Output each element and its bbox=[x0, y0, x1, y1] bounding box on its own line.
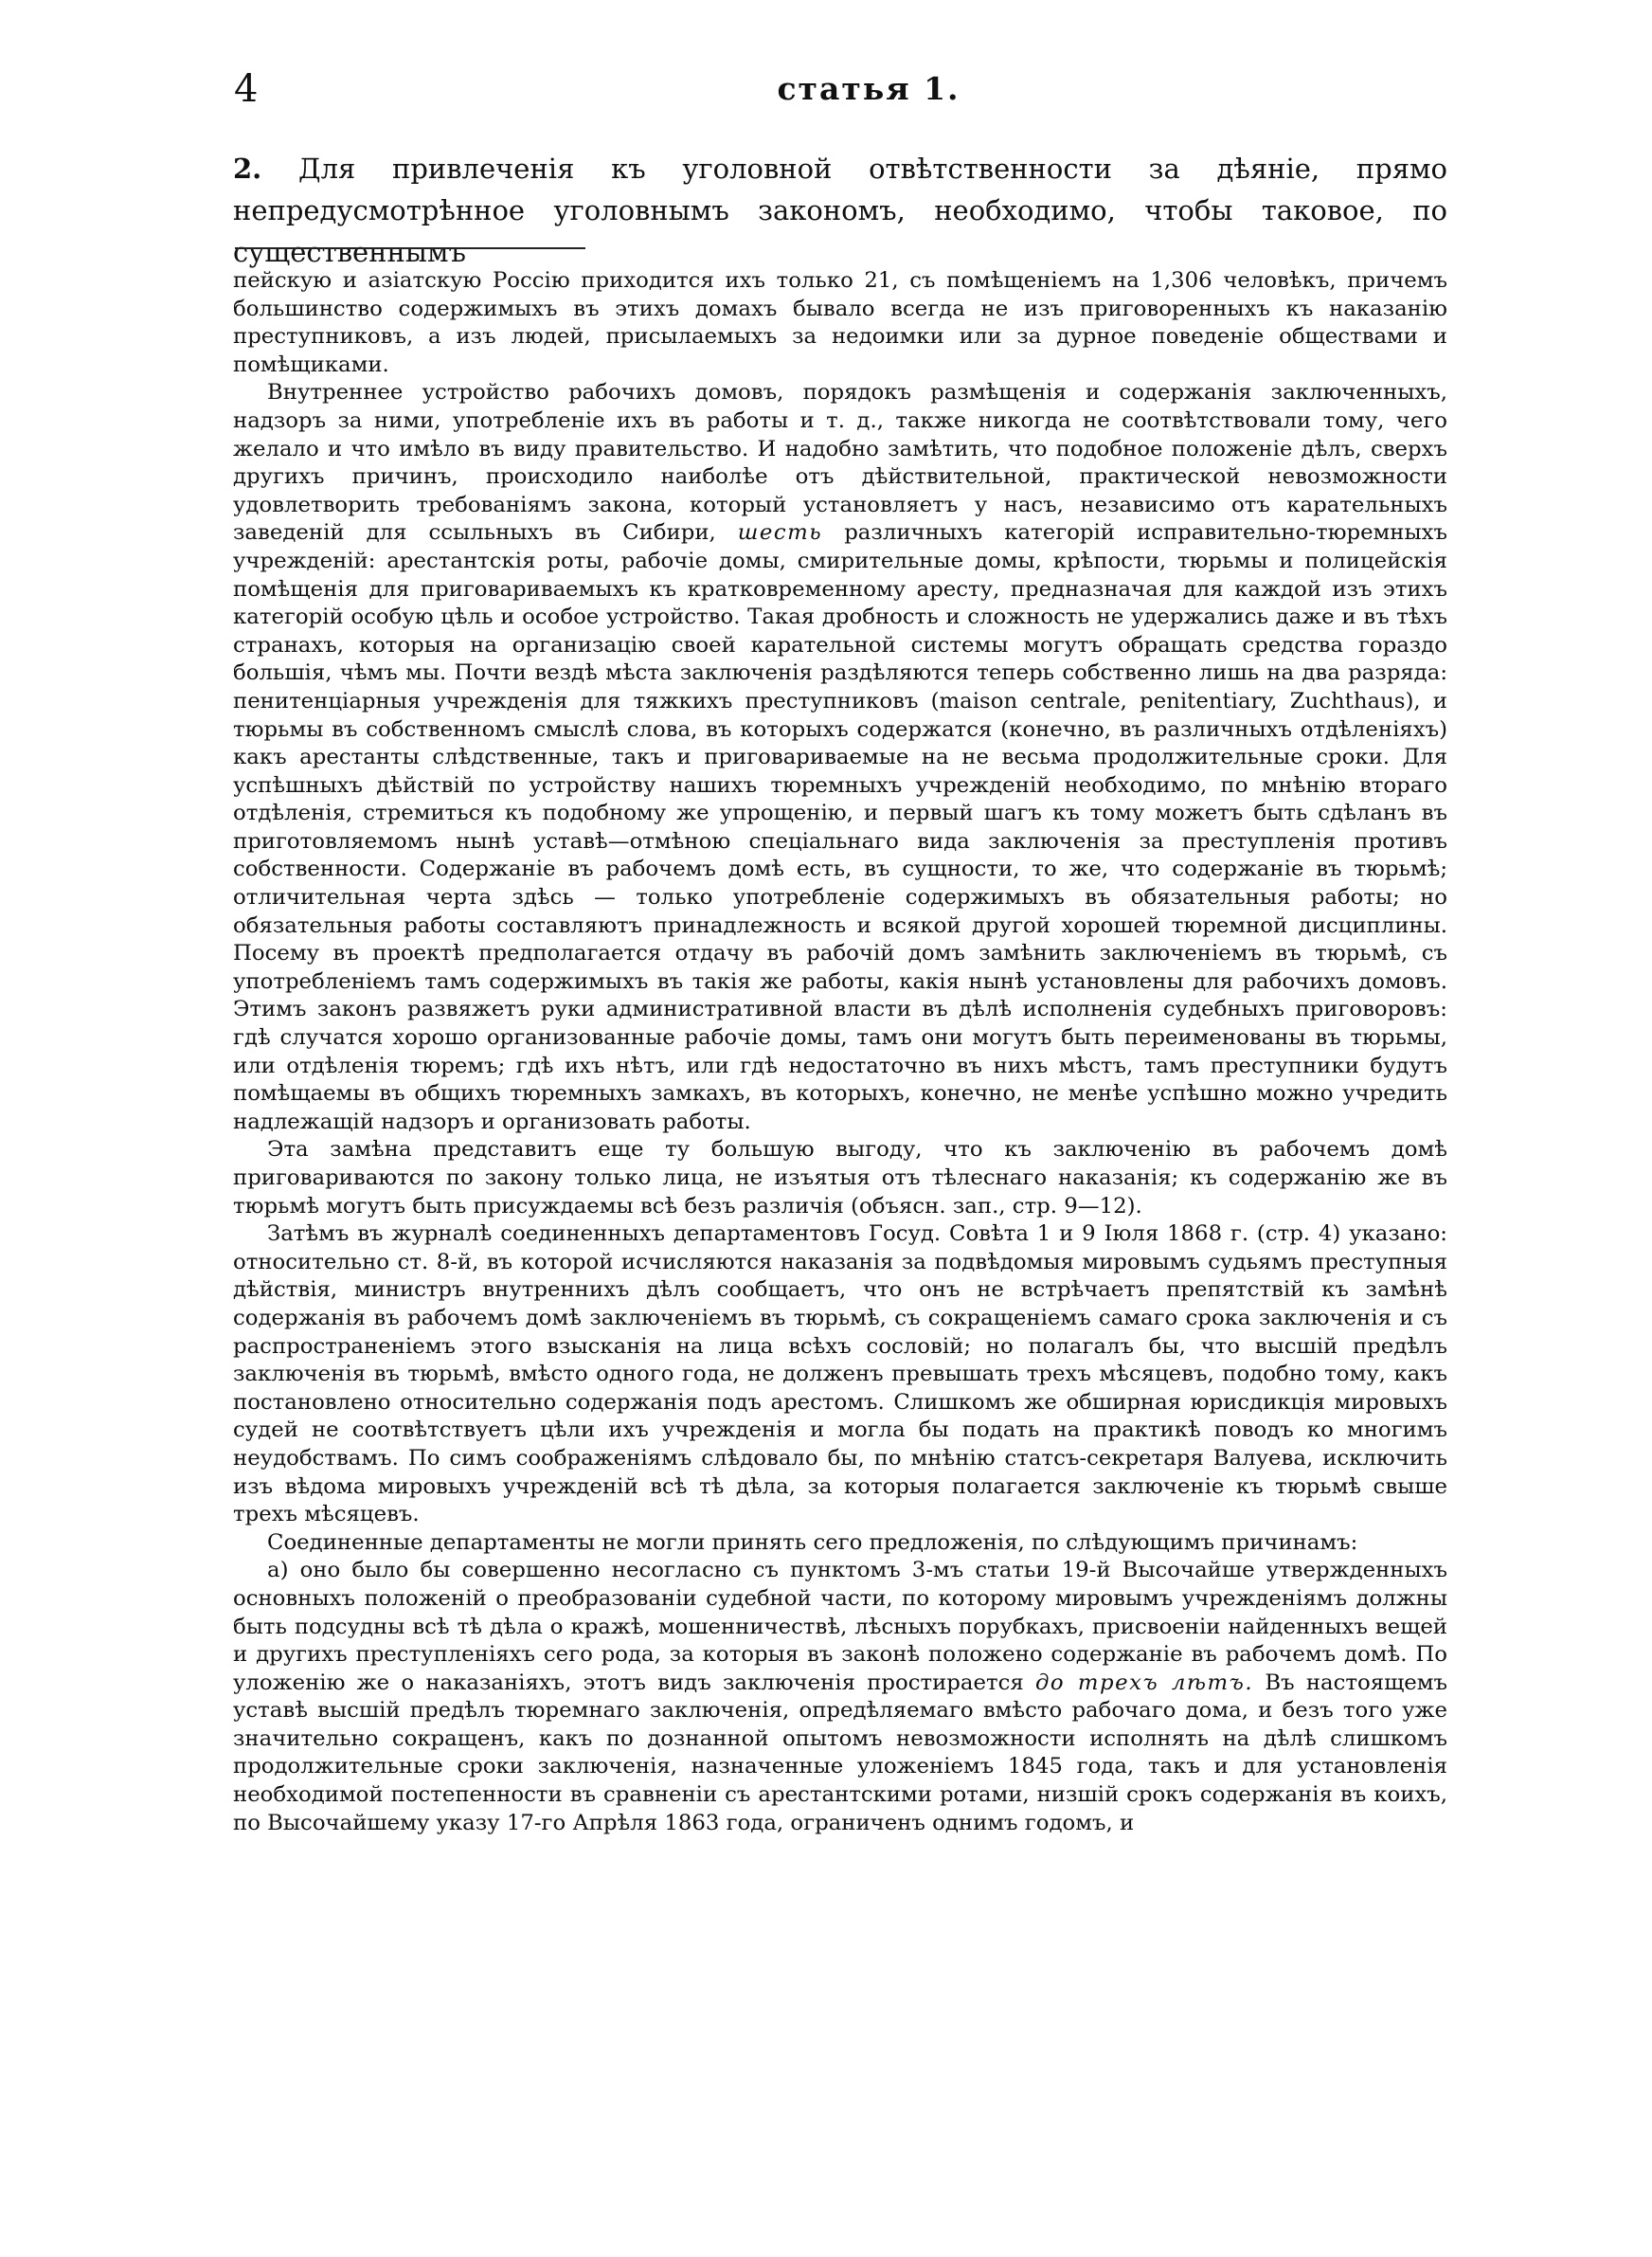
emphasis: шесть bbox=[737, 520, 823, 546]
footnote-paragraph: пейскую и азіатскую Россію приходится ихъ только 21, съ помѣщеніемъ на 1,306 человѣкъ, причемъ большинство содержимыхъ въ этихъ домахъ бывало всегда не изъ приговоренныхъ къ наказанію преступниковъ, а изъ людей, присылаемыхъ за недоимки или за дурное поведеніе обществами и помѣщиками. bbox=[233, 268, 1447, 377]
paragraph-number: 2. bbox=[233, 153, 262, 185]
footnote-list-item bbox=[233, 1557, 1447, 1837]
running-title: статья 1. bbox=[777, 70, 961, 107]
footnote-paragraph bbox=[233, 379, 1447, 1136]
footnote-text: различныхъ категорій исправительно-тюремныхъ учрежденій: арестантскія роты, рабочіе домы, смирительные домы, крѣпости, тюрьмы и полицейскія помѣщенія для приговариваемыхъ къ кратковременному аресту, предназначая для каждой изъ этихъ категорій особую цѣль и особое устройство. Такая дробность и сложность не удержались даже и въ тѣхъ странахъ, которыя на организацію своей карательной системы могутъ обращать средства гораздо большія, чѣмъ мы. Почти вездѣ мѣста заключенія раздѣляются теперь собственно лишь на два разряда: пенитенціарныя учрежденія для тяжкихъ преступниковъ (maison centrale, penitentiary, Zuchthaus), и тюрьмы въ собственномъ смыслѣ слова, въ которыхъ содержатся (конечно, въ различныхъ отдѣленіяхъ) какъ арестанты слѣдственные, такъ и приговариваемые на не весьма продолжительные сроки. Для успѣшныхъ дѣйствій по устройству нашихъ тюремныхъ учрежденій необходимо, по мнѣнію втораго отдѣленія, стремиться къ подобному же упрощенію, и первый шагъ къ тому можетъ быть сдѣланъ въ приготовляемомъ нынѣ уставѣ—отмѣною спеціальнаго вида заключенія за преступленія противъ собственности. Содержаніе въ рабочемъ домѣ есть, въ сущности, то же, что содержаніе въ тюрьмѣ; отличительная черта здѣсь — только употребленіе содержимыхъ въ обязательныя работы; но обязательныя работы составляютъ принадлежность и всякой другой хорошей тюремной дисциплины. Посему въ проектѣ предполагается отдачу въ рабочій домъ замѣнить заключеніемъ въ тюрьмѣ, съ употребленіемъ тамъ содержимыхъ въ такія же работы, какія нынѣ установлены для рабочихъ домовъ. Этимъ законъ развяжетъ руки административной власти въ дѣлѣ исполненія судебныхъ приговоровъ: гдѣ случатся хорошо организованные рабочіе домы, тамъ они могутъ быть переименованы въ тюрьмы, или отдѣленія тюремъ; гдѣ ихъ нѣтъ, или гдѣ недостаточно въ нихъ мѣстъ, тамъ преступники будутъ помѣщаемы въ общихъ тюремныхъ замкахъ, въ которыхъ, конечно, не менѣе успѣшно можно учредить надлежащій надзоръ и организовать работы. bbox=[233, 520, 1447, 1134]
page-number: 4 bbox=[234, 67, 259, 111]
footnote-text: а) оно было бы совершенно несогласно съ пунктомъ 3-мъ статьи 19-й Высочайше утвержденныхъ основныхъ положеній о преобразованіи судебной части, по которому мировымъ учрежденіямъ должны быть подсудны всѣ тѣ дѣла о кражѣ, мошенничествѣ, лѣсныхъ порубкахъ, присвоеніи найденныхъ вещей и другихъ преступленіяхъ сего рода, за которыя въ законѣ положено содержаніе въ рабочемъ домѣ. По уложенію же о наказаніяхъ, этотъ видъ заключенія простирается bbox=[233, 1558, 1447, 1695]
footnote-text: Въ настоящемъ уставѣ высшій предѣлъ тюремнаго заключенія, опредѣляемаго вмѣсто рабочаго дома, и безъ того уже значительно сокращенъ, какъ по дознанной опытомъ невозможности исполнять на дѣлѣ слишкомъ продолжительные сроки заключенія, назначенные уложеніемъ 1845 года, такъ и для установленія необходимой постепенности въ сравненіи съ арестантскими ротами, низшій срокъ содержанія въ коихъ, по Высочайшему указу 17-го Апрѣля 1863 года, ограниченъ однимъ годомъ, и bbox=[233, 1670, 1448, 1835]
footnote-paragraph: Соединенные департаменты не могли принять сего предложенія, по слѣдующимъ причинамъ: bbox=[267, 1529, 1358, 1555]
footnote-paragraph: Затѣмъ въ журналѣ соединенныхъ департаментовъ Госуд. Совѣта 1 и 9 Іюля 1868 г. (стр. 4) указано: относительно ст. 8-й, въ которой исчисляются наказанія за подвѣдомыя мировымъ судьямъ преступныя дѣйствія, министръ внутреннихъ дѣлъ сообщаетъ, что онъ не встрѣчаетъ препятствій къ замѣнѣ содержанія въ рабочемъ домѣ заключеніемъ въ тюрьмѣ, съ сокращеніемъ самаго срока заключенія и съ распространеніемъ этого взысканія на лица всѣхъ сословій; но полагалъ бы, что высшій предѣлъ заключенія въ тюрьмѣ, вмѣсто одного года, не долженъ превышать трехъ мѣсяцевъ, подобно тому, какъ постановлено относительно содержанія подъ арестомъ. Слишкомъ же обширная юрисдикція мировыхъ судей не соотвѣтствуетъ цѣли ихъ учрежденія и могла бы подать на практикѣ поводъ ко многимъ неудобствамъ. По симъ соображеніямъ слѣдовало бы, по мнѣнію статсъ-секретаря Валуева, исключить изъ вѣдома мировыхъ учрежденій всѣ тѣ дѣла, за которыя полагается заключеніе къ тюрьмѣ свыше трехъ мѣсяцевъ. bbox=[233, 1221, 1447, 1527]
emphasis: до трехъ лѣтъ. bbox=[1034, 1670, 1254, 1695]
footnote-paragraph: Эта замѣна представитъ еще ту большую выгоду, что къ заключенію въ рабочемъ домѣ приговариваются по закону только лица, не изъятыя отъ тѣлеснаго наказанія; къ содержанію же въ тюрьмѣ могутъ быть присуждаемы всѣ безъ различія (объясн. зап., стр. 9—12). bbox=[233, 1137, 1447, 1219]
main-paragraph bbox=[233, 148, 1447, 273]
paragraph-text: Для привлеченія къ уголовной отвѣтственности за дѣяніе, прямо непредусмотрѣнное уголовнымъ закономъ, необходимо, чтобы таковое, по существеннымъ bbox=[233, 153, 1448, 268]
footnote-text: Внутреннее устройство рабочихъ домовъ, порядокъ размѣщенія и содержанія заключенныхъ, надзоръ за ними, употребленіе ихъ въ работы и т. д., также никогда не соотвѣтствовали тому, чего желало и что имѣло въ виду правительство. И надобно замѣтить, что подобное положеніе дѣлъ, сверхъ другихъ причинъ, происходило наиболѣе отъ дѣйствительной, практической невозможности удовлетворить требованіямъ закона, который установляетъ у насъ, независимо отъ карательныхъ заведеній для ссыльныхъ въ Сибири, bbox=[233, 380, 1447, 546]
page-header bbox=[234, 63, 1448, 116]
footnote bbox=[233, 267, 1447, 1837]
footnote-separator bbox=[235, 247, 585, 249]
